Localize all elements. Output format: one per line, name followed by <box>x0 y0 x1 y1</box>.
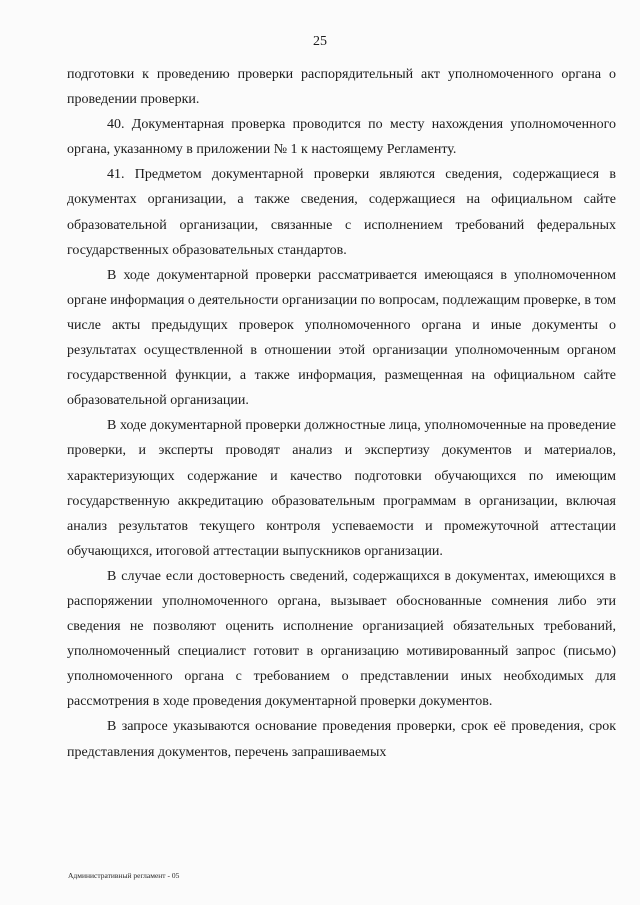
footer-note: Административный регламент - 05 <box>68 871 180 880</box>
paragraph-40: 40. Документарная проверка проводится по месту нахождения уполномоченного органа, указанному в приложении № 1 к настоящему Регламенту. <box>67 117 616 158</box>
paragraph-41: 41. Предметом документарной проверки являются сведения, содержащиеся в документах организации, а также сведения, содержащиеся на официальном сайте образовательной организации, связанные с исполнением требований федеральных государственных образовательных стандартов. <box>67 167 616 258</box>
paragraph-experts-analysis: В ходе документарной проверки должностные лица, уполномоченные на проведение проверки, и эксперты проводят анализ и экспертизу документов и материалов, характеризующих содержание и качество подготовки обучающихся по имеющим государственную аккредитацию образовательным программам в организации, включая анализ результатов текущего контроля успеваемости и промежуточной аттестации обучающихся, итоговой аттестации выпускников организации. <box>67 418 616 559</box>
paragraph-continuation: подготовки к проведению проверки распорядительный акт уполномоченного органа о проведении проверки. <box>67 67 616 108</box>
page-number: 25 <box>313 34 327 49</box>
paragraph-review-info: В ходе документарной проверки рассматривается имеющаяся в уполномоченном органе информация о деятельности организации по вопросам, подлежащим проверке, в том числе акты предыдущих проверок уполномоченного органа и иные документы о результатах осуществленной в отношении этой организации уполномоченным органом государственной функции, а также информация, размещенная на официальном сайте образовательной организации. <box>67 267 616 409</box>
paragraph-request: В случае если достоверность сведений, содержащихся в документах, имеющихся в распоряжении уполномоченного органа, вызывает обоснованные сомнения либо эти сведения не позволяют оценить исполнение организацией обязательных требований, уполномоченный специалист готовит в организацию мотивированный запрос (письмо) уполномоченного органа с требованием о представлении иных необходимых для рассмотрения в ходе проведения документарной проверки документов. <box>67 568 616 710</box>
paragraph-request-contents: В запросе указываются основание проведения проверки, срок её проведения, срок представления документов, перечень запрашиваемых <box>67 719 616 760</box>
document-body <box>67 62 616 765</box>
